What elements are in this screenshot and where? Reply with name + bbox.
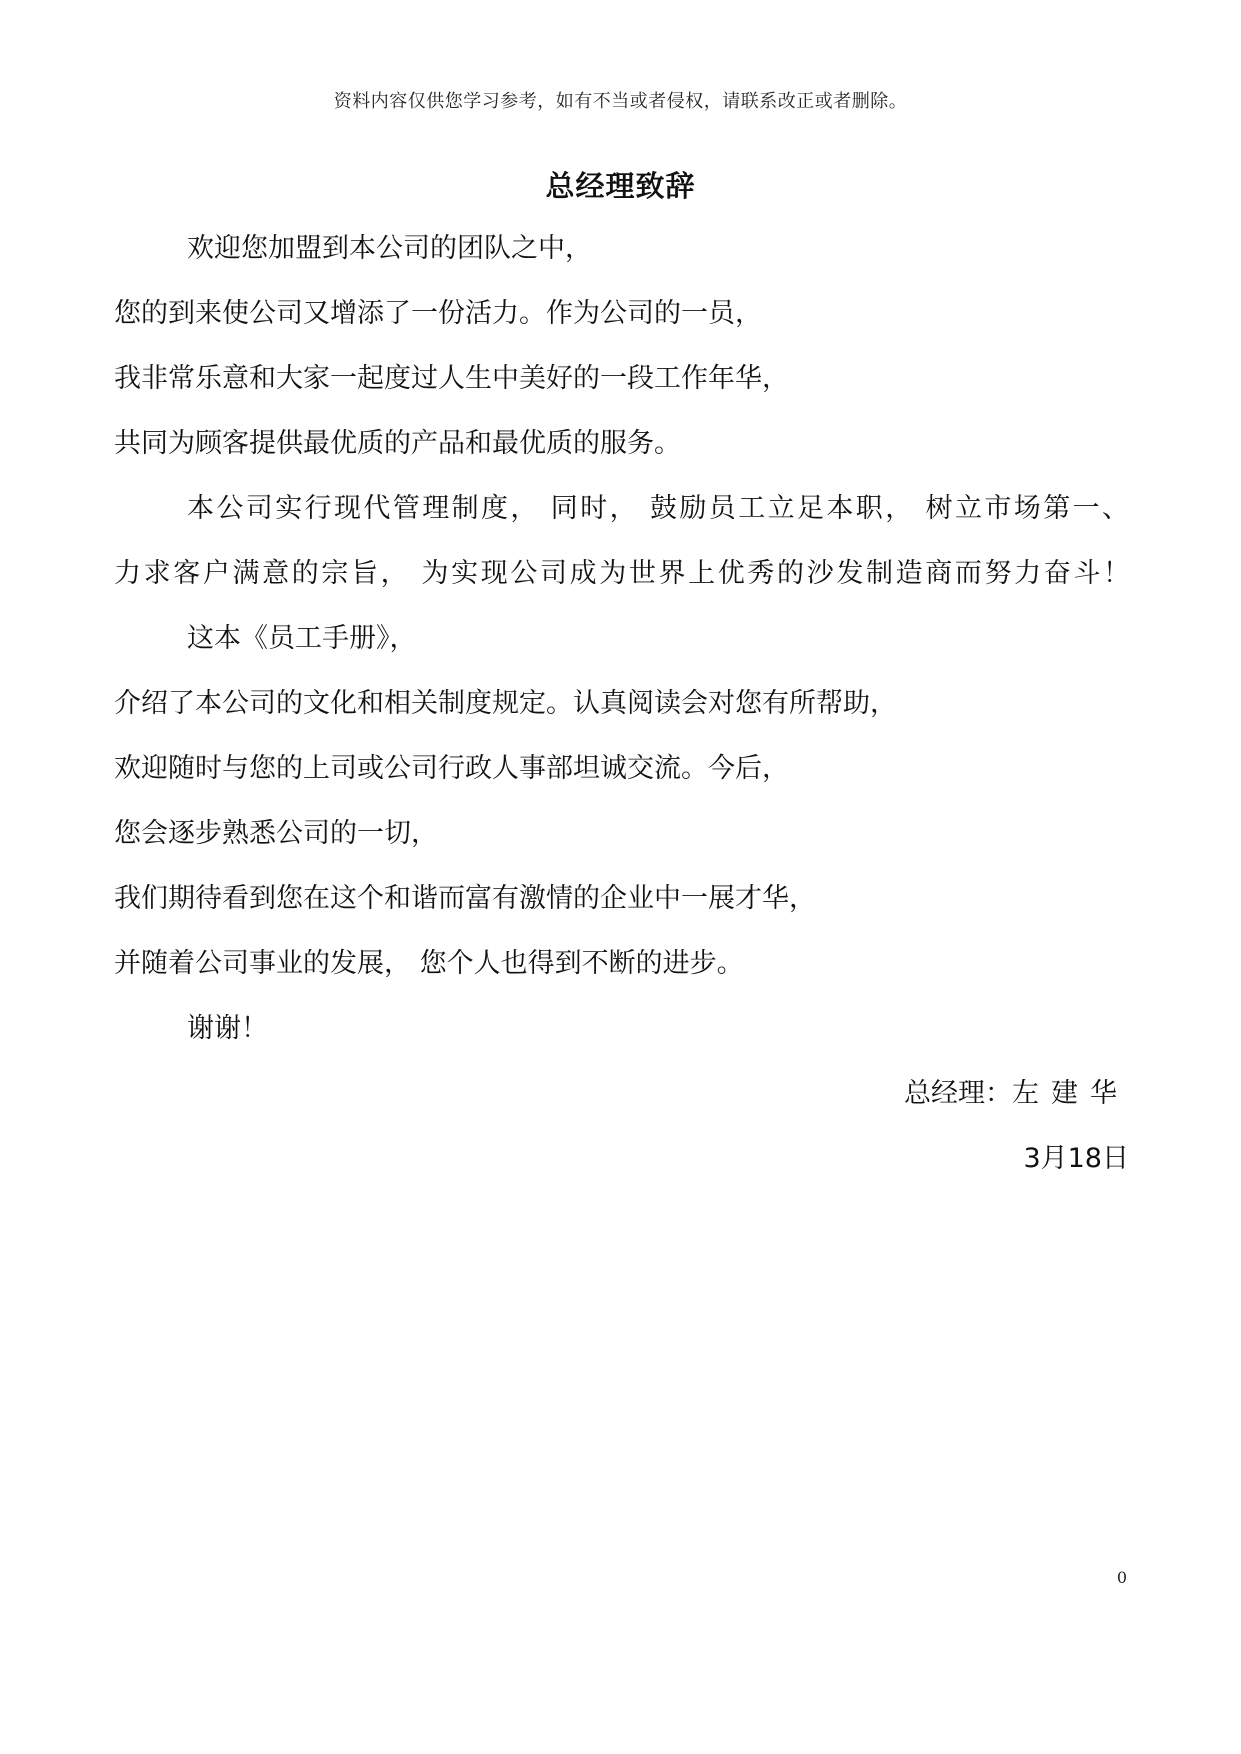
body-line-12: 并随着公司事业的发展， 您个人也得到不断的进步。 — [114, 948, 744, 979]
body-line-5: 本公司实行现代管理制度， 同时， 鼓励员工立足本职， 树立市场第一、 — [187, 493, 1129, 524]
signature-name: 左建华 — [1012, 1078, 1129, 1109]
body-line-7: 这本《员工手册》， — [187, 623, 417, 654]
body-line-3: 我非常乐意和大家一起度过人生中美好的一段工作年华， — [114, 363, 789, 394]
body-line-2: 您的到来使公司又增添了一份活力。作为公司的一员， — [114, 298, 762, 329]
signature — [904, 1077, 1129, 1111]
body-line-8: 介绍了本公司的文化和相关制度规定。认真阅读会对您有所帮助， — [114, 688, 897, 719]
header-notice: 资料内容仅供您学习参考，如有不当或者侵权，请联系改正或者删除。 — [333, 91, 908, 112]
body-line-10: 您会逐步熟悉公司的一切， — [114, 818, 438, 849]
body-line-1: 欢迎您加盟到本公司的团队之中， — [187, 233, 592, 264]
page-title: 总经理致辞 — [545, 169, 696, 203]
body-line-9: 欢迎随时与您的上司或公司行政人事部坦诚交流。今后， — [114, 753, 789, 784]
body-line-6: 力求客户满意的宗旨， 为实现公司成为世界上优秀的沙发制造商而努力奋斗！ — [114, 558, 1130, 589]
body-line-4: 共同为顾客提供最优质的产品和最优质的服务。 — [114, 428, 681, 459]
body-line-13: 谢谢！ — [187, 1013, 268, 1044]
body-line-11: 我们期待看到您在这个和谐而富有激情的企业中一展才华， — [114, 883, 816, 914]
signature-label: 总经理： — [904, 1078, 1012, 1109]
page-number: 0 — [1116, 1568, 1127, 1587]
signature-date: 3月18日 — [1023, 1143, 1129, 1174]
